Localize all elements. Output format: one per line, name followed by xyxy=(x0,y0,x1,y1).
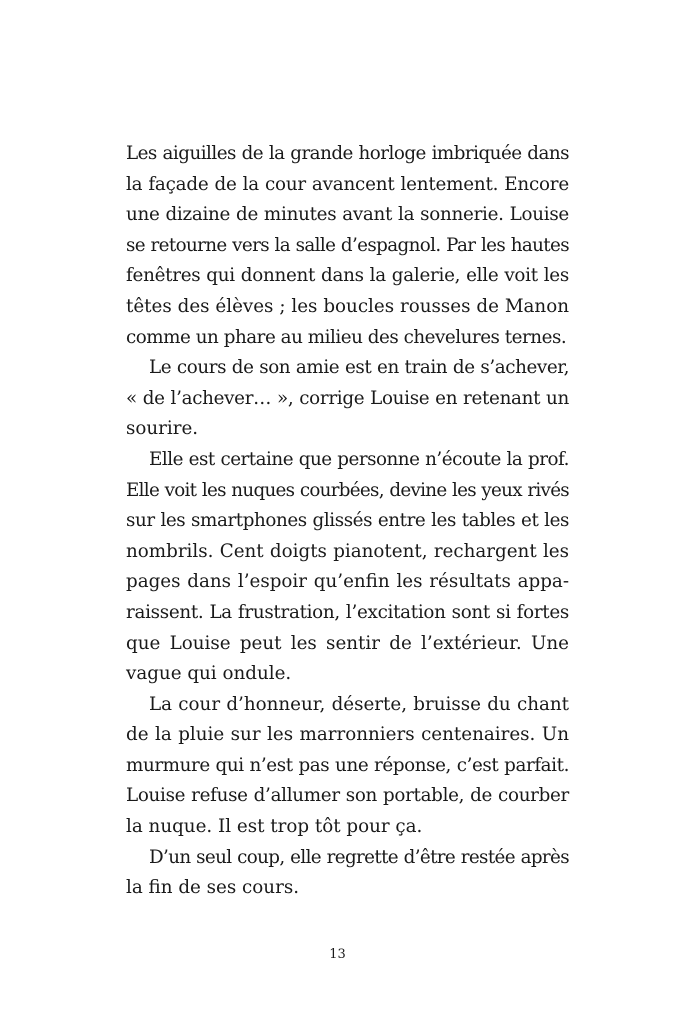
text-line: une dizaine de minutes avant la sonnerie. Louise xyxy=(126,204,569,226)
text-line: vague qui ondule. xyxy=(126,663,292,685)
text-line: têtes des élèves ; les boucles rousses de Manon xyxy=(126,295,569,317)
text-line: Les aiguilles de la grande horloge imbriquée dans xyxy=(126,143,569,164)
text-line: sur les smartphones glissés entre les tables et les xyxy=(126,510,569,532)
text-line: La cour d’honneur, déserte, bruisse du chant xyxy=(149,693,569,715)
text-line: Elle est certaine que personne n’écoute la prof. xyxy=(149,448,569,470)
text-line: que Louise peut les sentir de l’extérieur. Une xyxy=(126,632,569,654)
text-line: la fin de ses cours. xyxy=(126,877,300,899)
paragraph-2 xyxy=(126,353,569,445)
text-line: Le cours de son amie est en train de s’achever, xyxy=(149,357,569,379)
text-line: la façade de la cour avancent lentement. Encore xyxy=(126,173,569,195)
body-text xyxy=(126,139,569,904)
text-line: Elle voit les nuques courbées, devine les yeux rivés xyxy=(126,479,569,501)
page-number: 13 xyxy=(329,947,346,962)
text-line: sourire. xyxy=(126,418,199,440)
text-line: Louise refuse d’allumer son portable, de courber xyxy=(126,785,569,807)
text-line: comme un phare au milieu des chevelures ternes. xyxy=(126,326,567,348)
paragraph-4 xyxy=(126,690,569,843)
text-line: se retourne vers la salle d’espagnol. Par les hautes xyxy=(126,234,569,256)
text-line: « de l’achever… », corrige Louise en retenant un xyxy=(126,387,569,409)
text-line: murmure qui n’est pas une réponse, c’est parfait. xyxy=(126,754,569,776)
text-line: la nuque. Il est trop tôt pour ça. xyxy=(126,816,423,838)
text-line: pages dans l’espoir qu’enfin les résultats appa- xyxy=(126,571,569,593)
paragraph-1 xyxy=(126,139,569,353)
text-line: raissent. La frustration, l’excitation sont si fortes xyxy=(126,601,569,623)
text-line: nombrils. Cent doigts pianotent, rechargent les xyxy=(126,540,569,562)
text-line: de la pluie sur les marronniers centenaires. Un xyxy=(126,724,569,746)
paragraph-3 xyxy=(126,445,569,690)
paragraph-5 xyxy=(126,843,569,904)
text-line: fenêtres qui donnent dans la galerie, elle voit les xyxy=(126,265,569,287)
text-line: D’un seul coup, elle regrette d’être restée après xyxy=(149,846,569,868)
